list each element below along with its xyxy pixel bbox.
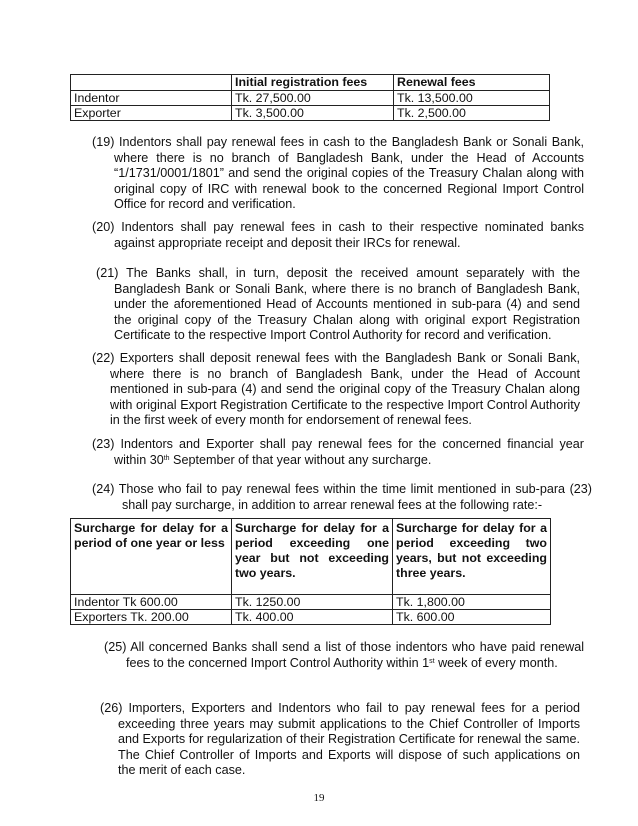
table-cell: Exporter bbox=[71, 106, 232, 121]
table-header-cell: Renewal fees bbox=[394, 75, 550, 91]
paragraph-text: week of every month. bbox=[434, 655, 558, 670]
paragraph-text: (25) All concerned Banks shall send a list of those indentors who have paid renewal fees to the concerned Import Control Authority within 1 bbox=[104, 640, 584, 670]
table-header-cell: Surcharge for delay for a period exceeding two years, but not exceeding three years. bbox=[393, 519, 551, 595]
paragraph-21: (21) The Banks shall, in turn, deposit the received amount separately with the Bangladesh Bank or Sonali Bank, where there is no branch of Bangladesh Bank, under the aforementioned Head of Accounts mentioned in sub-para (4) and send the original copy of the Treasury Chalan along with original export Registration Certificate to the respective Import Control Authority for record and verification. bbox=[96, 266, 580, 342]
paragraph-25 bbox=[104, 640, 584, 671]
paragraph-text: September of that year without any surcharge. bbox=[169, 452, 432, 467]
table-cell: Indentor bbox=[71, 91, 232, 106]
paragraph-22: (22) Exporters shall deposit renewal fees with the Bangladesh Bank or Sonali Bank, where there is no branch of Bangladesh Bank, under the Head of Account mentioned in sub-para (4) and send the original copy of the Treasury Chalan along with original Export Registration Certificate to the respective Import Control Authority in the first week of every month for endorsement of renewal fees. bbox=[92, 351, 580, 427]
table-row bbox=[71, 595, 551, 610]
table-header-row bbox=[71, 75, 550, 91]
paragraph-26: (26) Importers, Exporters and Indentors who fail to pay renewal fees for a period exceeding three years may submit applications to the Chief Controller of Imports and Exports for regularization of their Registration Certificate for renewal the same. The Chief Controller of Imports and Exports will dispose of such applications on the merit of each case. bbox=[100, 701, 580, 777]
table-cell: Indentor Tk 600.00 bbox=[71, 595, 232, 610]
table-cell: Tk. 2,500.00 bbox=[394, 106, 550, 121]
table-cell: Tk. 3,500.00 bbox=[232, 106, 394, 121]
superscript: th bbox=[163, 454, 170, 462]
table-row bbox=[71, 106, 550, 121]
paragraph-23 bbox=[92, 437, 584, 468]
paragraph-19: (19) Indentors shall pay renewal fees in cash to the Bangladesh Bank or Sonali Bank, where there is no branch of Bangladesh Bank, under the Head of Accounts “1/1731/0001/1801” and send the original copies of the Treasury Chalan along with original copy of IRC with renewal book to the concerned Regional Import Control Office for record and verification. bbox=[92, 135, 584, 211]
table-cell: Tk. 13,500.00 bbox=[394, 91, 550, 106]
table-header-cell bbox=[71, 75, 232, 91]
table-header-row bbox=[71, 519, 551, 595]
table-cell: Tk. 600.00 bbox=[393, 610, 551, 625]
superscript: st bbox=[429, 657, 435, 665]
table-cell: Tk. 1250.00 bbox=[232, 595, 393, 610]
registration-fees-table bbox=[70, 74, 550, 121]
table-row bbox=[71, 91, 550, 106]
paragraph-text: (23) Indentors and Exporter shall pay renewal fees for the concerned financial year within 30 bbox=[92, 437, 584, 467]
page-number: 19 bbox=[313, 792, 325, 804]
table-row bbox=[71, 610, 551, 625]
paragraph-20: (20) Indentors shall pay renewal fees in cash to their respective nominated banks against appropriate receipt and deposit their IRCs for renewal. bbox=[92, 220, 584, 250]
table-header-cell: Initial registration fees bbox=[232, 75, 394, 91]
surcharge-table bbox=[70, 518, 551, 625]
table-cell: Exporters Tk. 200.00 bbox=[71, 610, 232, 625]
paragraph-24: (24) Those who fail to pay renewal fees within the time limit mentioned in sub-para (23) shall pay surcharge, in addition to arrear renewal fees at the following rate:- bbox=[92, 482, 592, 512]
table-header-cell: Surcharge for delay for a period exceeding one year but not exceeding two years. bbox=[232, 519, 393, 595]
table-cell: Tk. 27,500.00 bbox=[232, 91, 394, 106]
table-header-cell: Surcharge for delay for a period of one year or less bbox=[71, 519, 232, 595]
table-cell: Tk. 1,800.00 bbox=[393, 595, 551, 610]
table-cell: Tk. 400.00 bbox=[232, 610, 393, 625]
